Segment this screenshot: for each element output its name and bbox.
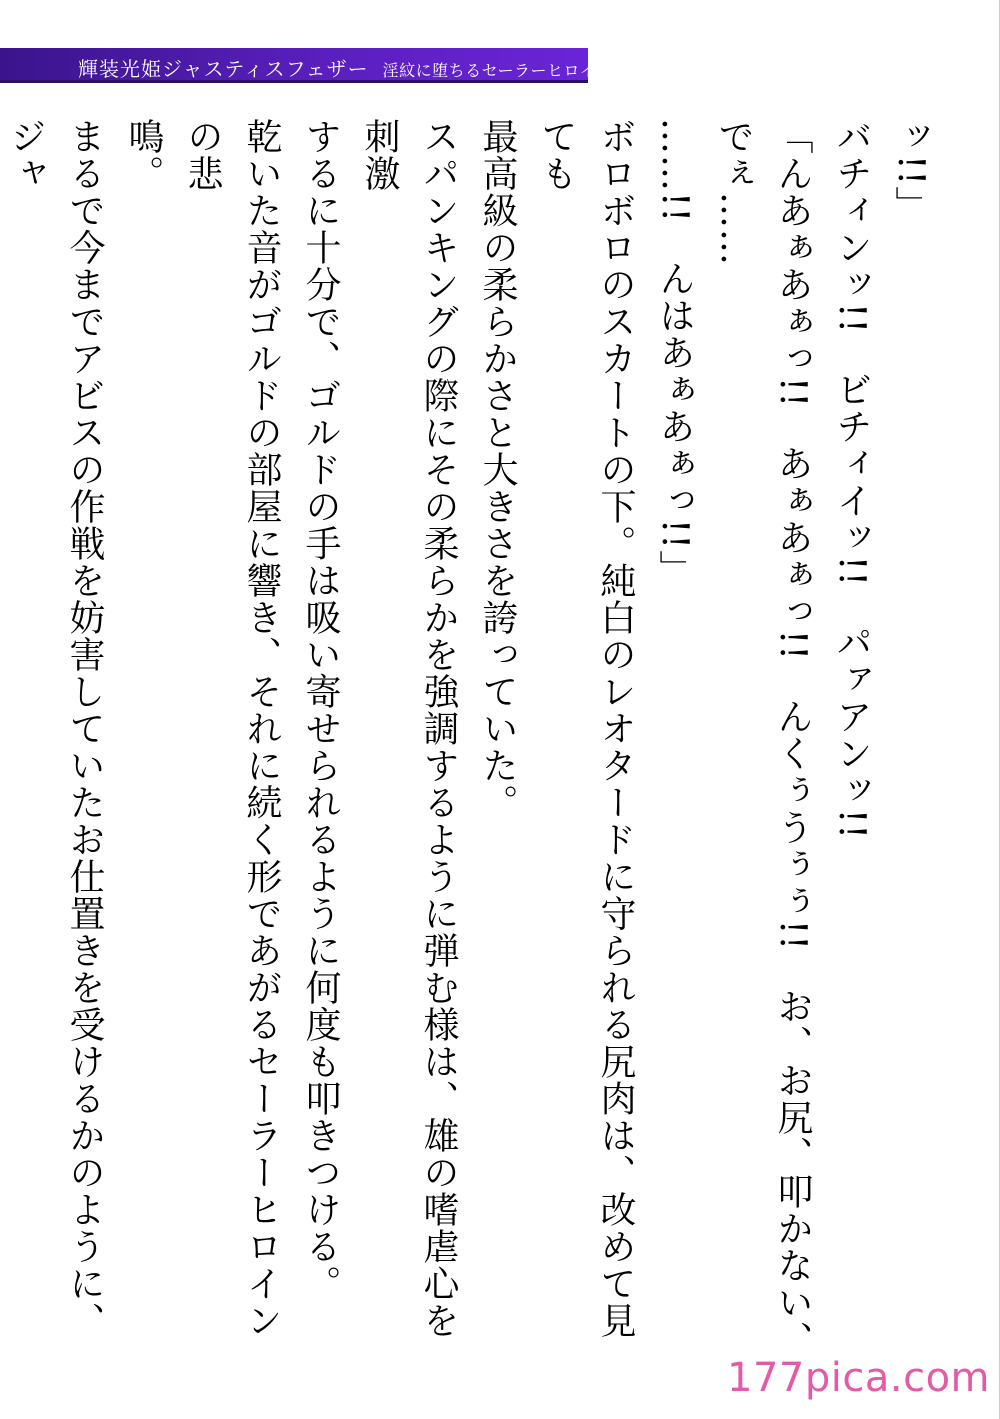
text-line: 最高級の柔らかさと大きさを誇っていた。 <box>477 118 518 821</box>
book-title-main: 輝装光姫ジャスティスフェザー <box>78 57 369 81</box>
text-line: スパンキングの際にその柔らかを強調するように弾む様は、雄の嗜虐心を刺激 <box>359 118 459 1339</box>
text-line: ッ!!」 <box>890 118 931 223</box>
text-line: 鳴。 <box>123 118 164 192</box>
vertical-text-body <box>5 118 940 1358</box>
text-line: まるで今までアビスの作戦を妨害していたお仕置きを受けるかのように、ジャ <box>5 118 105 1339</box>
text-line: ……!! んはあぁあぁっ!!」 <box>654 118 695 587</box>
header-banner <box>0 48 613 83</box>
book-title <box>78 53 613 82</box>
text-line: するに十分で、ゴルドの手は吸い寄せられるように何度も叩きつける。 <box>300 118 341 1302</box>
text-line: 乾いた音がゴルドの部屋に響き、それに続く形であがるセーラーヒロインの悲 <box>182 118 282 1339</box>
text-line: バチィンッ!! ビチィイッ!! パァアンッ!! <box>831 118 872 840</box>
text-line: ボロボロのスカートの下。純白のレオタードに守られる尻肉は、改めて見ても <box>536 118 636 1339</box>
book-subtitle: 淫紋に堕ちるセーラーヒロイン <box>382 61 613 80</box>
text-line: 「んあぁあぁっ!! あぁあぁっ!! んくぅうぅぅ!! お、お尻、叩かない、でぇ…… <box>713 118 813 1358</box>
site-watermark: 177pica.com <box>727 1355 990 1401</box>
